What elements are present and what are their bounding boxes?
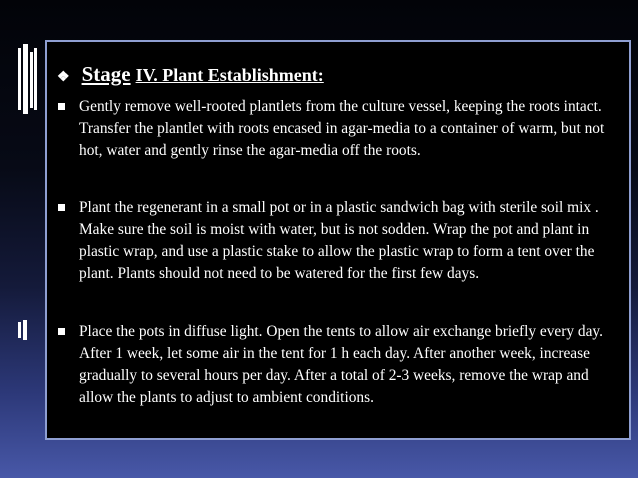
- bullet-item-3: [57, 321, 621, 409]
- square-bullet-icon: [58, 103, 65, 110]
- deco-bar: [30, 52, 33, 108]
- bullet-item-1: [57, 96, 621, 162]
- square-bullet-icon: [58, 328, 65, 335]
- deco-bar: [23, 320, 27, 340]
- title-text: IV. Plant Establishment:: [135, 65, 324, 85]
- slide-title: [57, 62, 324, 87]
- deco-bar: [18, 322, 21, 338]
- deco-bar: [18, 48, 21, 110]
- left-decorative-bars: [0, 0, 40, 478]
- diamond-bullet-icon: ❖: [57, 70, 70, 85]
- square-bullet-icon: [58, 204, 65, 211]
- bullet-item-2: [57, 197, 621, 285]
- deco-bar: [23, 44, 28, 114]
- bullet-text: Plant the regenerant in a small pot or in a plastic sandwich bag with sterile soil mix . Make sure the soil is moist with water, but is not sodden. Wrap the pot and plant in plastic wrap, and use a plastic stake to allow the plastic wrap to form a tent over the plant. Plants should not need to be watered for the first few days.: [79, 199, 599, 282]
- bullet-text: Place the pots in diffuse light. Open the tents to allow air exchange briefly every day. After 1 week, let some air in the tent for 1 h each day. After another week, increase gradually to several hours per day. After a total of 2-3 weeks, remove the wrap and allow the plants to adjust to ambient conditions.: [79, 323, 603, 406]
- deco-bar: [34, 48, 37, 110]
- slide-content-panel: [45, 40, 631, 440]
- bullet-text: Gently remove well-rooted plantlets from the culture vessel, keeping the roots intact. Transfer the plantlet with roots encased in agar-media to a container of warm, but not hot, water and gently rinse the agar-media off the roots.: [79, 98, 605, 159]
- title-stage-word: Stage: [81, 62, 131, 86]
